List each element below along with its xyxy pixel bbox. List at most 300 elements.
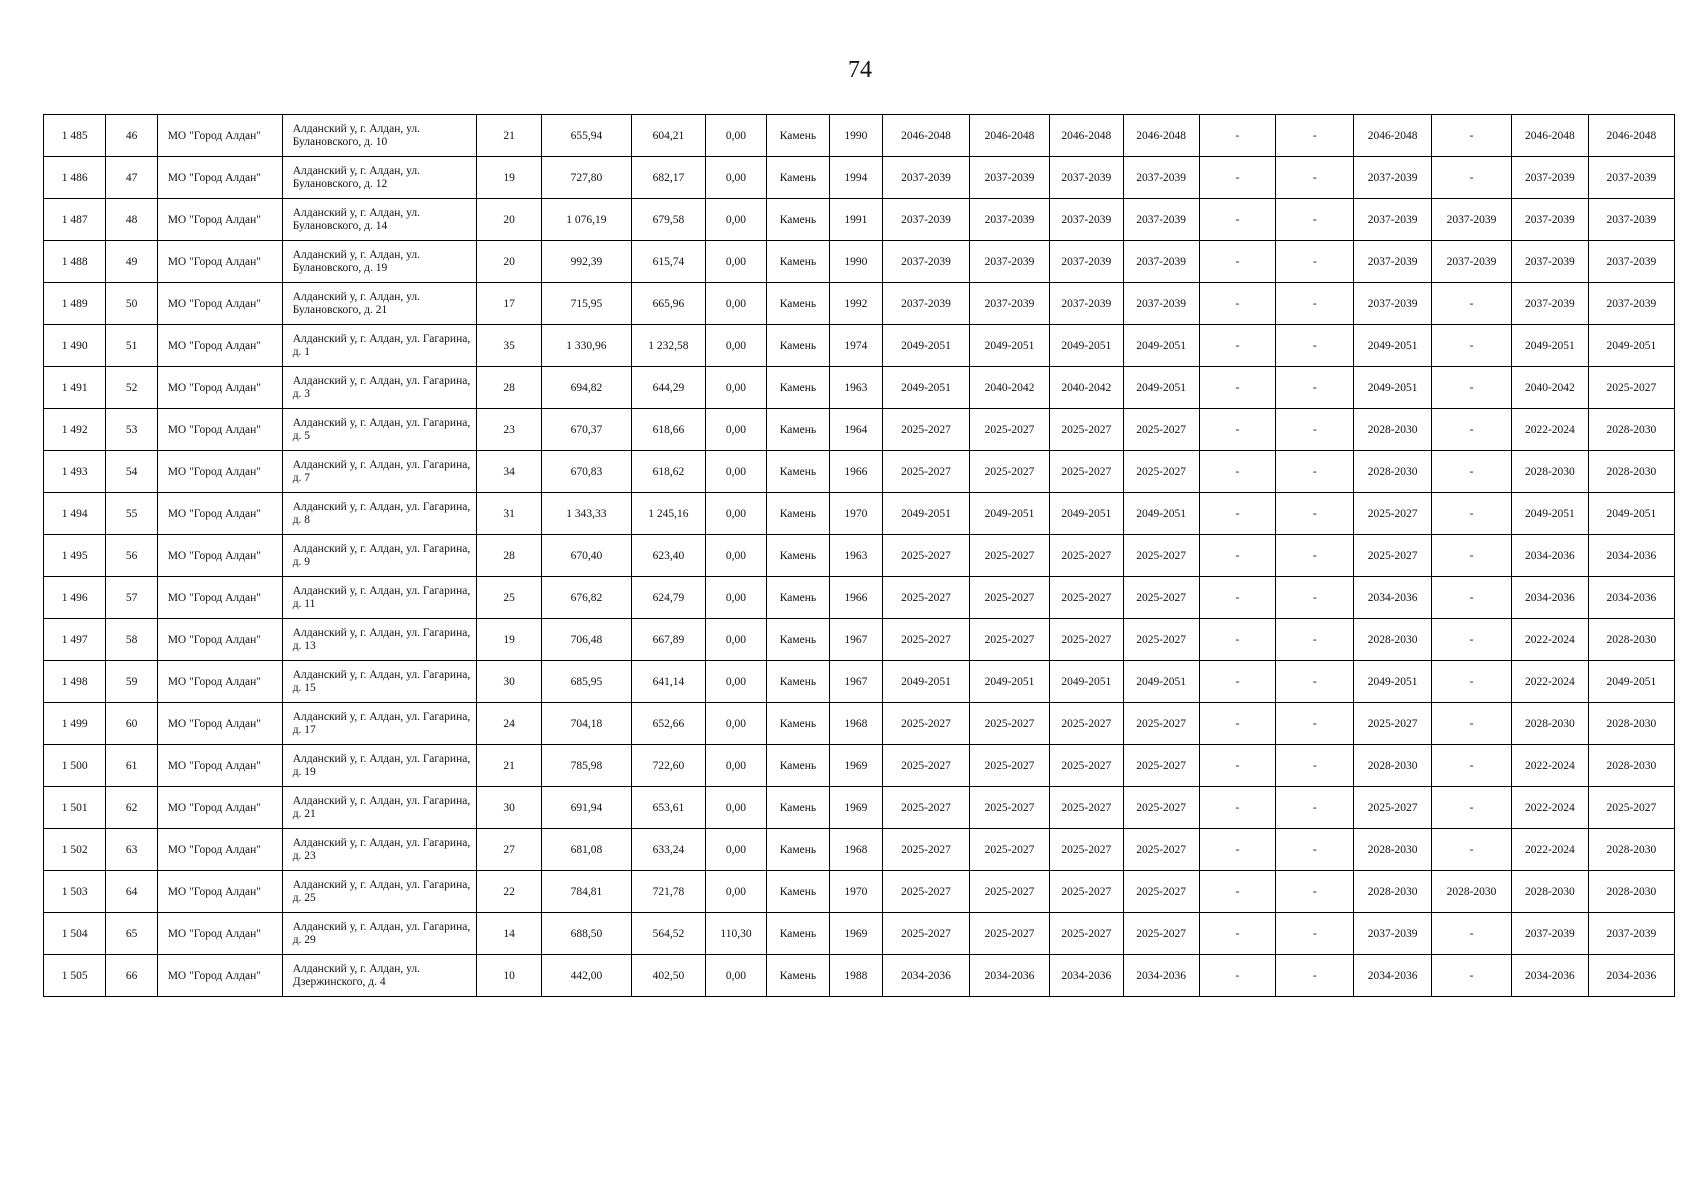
period-cell: 2049-2051 xyxy=(882,493,969,535)
table-row xyxy=(44,115,1675,157)
total-area-cell: 688,50 xyxy=(541,913,631,955)
total-area-cell: 694,82 xyxy=(541,367,631,409)
nonresidential-area-cell: 0,00 xyxy=(705,199,766,241)
address-cell: Алданский у, г. Алдан, ул. Гагарина, д. 13 xyxy=(282,619,477,661)
municipality-cell: МО "Город Алдан" xyxy=(157,787,282,829)
period-cell: 2040-2042 xyxy=(1511,367,1588,409)
period-cell: 2034-2036 xyxy=(1511,577,1588,619)
period-cell: 2025-2027 xyxy=(1123,409,1199,451)
wall-material-cell: Камень xyxy=(767,661,829,703)
address-cell: Алданский у, г. Алдан, ул. Гагарина, д. 21 xyxy=(282,787,477,829)
row-number-cell: 1 494 xyxy=(44,493,106,535)
residential-area-cell: 1 245,16 xyxy=(632,493,706,535)
period-cell: 2022-2024 xyxy=(1511,787,1588,829)
period-cell: - xyxy=(1432,619,1512,661)
period-cell: 2049-2051 xyxy=(970,325,1050,367)
nonresidential-area-cell: 0,00 xyxy=(705,493,766,535)
period-cell: - xyxy=(1276,661,1354,703)
year-built-cell: 1968 xyxy=(829,703,882,745)
wall-material-cell: Камень xyxy=(767,703,829,745)
period-cell: 2025-2027 xyxy=(1354,703,1432,745)
municipality-cell: МО "Город Алдан" xyxy=(157,913,282,955)
row-number-cell: 1 501 xyxy=(44,787,106,829)
period-cell: 2049-2051 xyxy=(970,661,1050,703)
apartments-cell: 21 xyxy=(477,745,542,787)
row-number-cell: 1 499 xyxy=(44,703,106,745)
period-cell: 2046-2048 xyxy=(1354,115,1432,157)
period-cell: 2025-2027 xyxy=(882,577,969,619)
nonresidential-area-cell: 0,00 xyxy=(705,451,766,493)
table-row xyxy=(44,787,1675,829)
period-cell: 2049-2051 xyxy=(1123,325,1199,367)
period-cell: - xyxy=(1432,115,1512,157)
period-cell: - xyxy=(1199,535,1276,577)
wall-material-cell: Камень xyxy=(767,409,829,451)
period-cell: 2025-2027 xyxy=(1588,787,1674,829)
row-number-cell: 1 492 xyxy=(44,409,106,451)
period-cell: 2025-2027 xyxy=(1354,493,1432,535)
nonresidential-area-cell: 0,00 xyxy=(705,115,766,157)
total-area-cell: 670,83 xyxy=(541,451,631,493)
period-cell: 2037-2039 xyxy=(882,157,969,199)
address-cell: Алданский у, г. Алдан, ул. Булановского, д. 12 xyxy=(282,157,477,199)
period-cell: 2028-2030 xyxy=(1511,871,1588,913)
period-cell: 2046-2048 xyxy=(1049,115,1123,157)
residential-area-cell: 722,60 xyxy=(632,745,706,787)
period-cell: 2025-2027 xyxy=(882,745,969,787)
period-cell: 2049-2051 xyxy=(1511,325,1588,367)
period-cell: 2034-2036 xyxy=(1354,577,1432,619)
table-row xyxy=(44,535,1675,577)
period-cell: 2025-2027 xyxy=(1049,577,1123,619)
period-cell: 2046-2048 xyxy=(1588,115,1674,157)
period-cell: - xyxy=(1276,451,1354,493)
local-number-cell: 58 xyxy=(106,619,157,661)
period-cell: 2049-2051 xyxy=(1354,325,1432,367)
address-cell: Алданский у, г. Алдан, ул. Гагарина, д. 1 xyxy=(282,325,477,367)
period-cell: - xyxy=(1276,913,1354,955)
period-cell: 2037-2039 xyxy=(1432,199,1512,241)
period-cell: 2025-2027 xyxy=(1123,451,1199,493)
period-cell: 2028-2030 xyxy=(1354,745,1432,787)
period-cell: - xyxy=(1276,577,1354,619)
period-cell: 2037-2039 xyxy=(1049,157,1123,199)
table-row xyxy=(44,703,1675,745)
period-cell: 2025-2027 xyxy=(882,451,969,493)
nonresidential-area-cell: 0,00 xyxy=(705,619,766,661)
total-area-cell: 784,81 xyxy=(541,871,631,913)
period-cell: 2034-2036 xyxy=(970,955,1050,997)
total-area-cell: 676,82 xyxy=(541,577,631,619)
row-number-cell: 1 490 xyxy=(44,325,106,367)
period-cell: 2034-2036 xyxy=(1049,955,1123,997)
period-cell: 2025-2027 xyxy=(1049,913,1123,955)
nonresidential-area-cell: 0,00 xyxy=(705,661,766,703)
apartments-cell: 28 xyxy=(477,367,542,409)
period-cell: 2022-2024 xyxy=(1511,829,1588,871)
period-cell: 2037-2039 xyxy=(1511,283,1588,325)
total-area-cell: 670,37 xyxy=(541,409,631,451)
nonresidential-area-cell: 0,00 xyxy=(705,157,766,199)
period-cell: - xyxy=(1432,913,1512,955)
local-number-cell: 61 xyxy=(106,745,157,787)
local-number-cell: 50 xyxy=(106,283,157,325)
row-number-cell: 1 496 xyxy=(44,577,106,619)
address-cell: Алданский у, г. Алдан, ул. Гагарина, д. 25 xyxy=(282,871,477,913)
period-cell: 2025-2027 xyxy=(1049,787,1123,829)
table-row xyxy=(44,619,1675,661)
total-area-cell: 691,94 xyxy=(541,787,631,829)
period-cell: - xyxy=(1276,703,1354,745)
period-cell: 2028-2030 xyxy=(1354,829,1432,871)
period-cell: 2037-2039 xyxy=(1432,241,1512,283)
apartments-cell: 20 xyxy=(477,241,542,283)
year-built-cell: 1991 xyxy=(829,199,882,241)
table-row xyxy=(44,871,1675,913)
page-number: 74 xyxy=(848,57,872,83)
period-cell: - xyxy=(1432,283,1512,325)
year-built-cell: 1967 xyxy=(829,661,882,703)
total-area-cell: 715,95 xyxy=(541,283,631,325)
period-cell: - xyxy=(1276,955,1354,997)
period-cell: - xyxy=(1432,703,1512,745)
nonresidential-area-cell: 0,00 xyxy=(705,367,766,409)
residential-area-cell: 618,66 xyxy=(632,409,706,451)
table-row xyxy=(44,829,1675,871)
period-cell: 2049-2051 xyxy=(882,367,969,409)
year-built-cell: 1970 xyxy=(829,871,882,913)
period-cell: - xyxy=(1432,409,1512,451)
period-cell: 2025-2027 xyxy=(970,619,1050,661)
apartments-cell: 34 xyxy=(477,451,542,493)
total-area-cell: 1 330,96 xyxy=(541,325,631,367)
year-built-cell: 1968 xyxy=(829,829,882,871)
period-cell: - xyxy=(1199,199,1276,241)
housing-register-table xyxy=(43,114,1675,997)
period-cell: - xyxy=(1199,283,1276,325)
table-row xyxy=(44,451,1675,493)
local-number-cell: 48 xyxy=(106,199,157,241)
period-cell: 2025-2027 xyxy=(1049,535,1123,577)
period-cell: 2025-2027 xyxy=(1049,871,1123,913)
local-number-cell: 52 xyxy=(106,367,157,409)
local-number-cell: 64 xyxy=(106,871,157,913)
period-cell: - xyxy=(1276,787,1354,829)
wall-material-cell: Камень xyxy=(767,829,829,871)
nonresidential-area-cell: 0,00 xyxy=(705,535,766,577)
period-cell: 2025-2027 xyxy=(970,871,1050,913)
row-number-cell: 1 485 xyxy=(44,115,106,157)
period-cell: 2025-2027 xyxy=(1354,535,1432,577)
period-cell: - xyxy=(1276,871,1354,913)
municipality-cell: МО "Город Алдан" xyxy=(157,745,282,787)
period-cell: 2049-2051 xyxy=(882,661,969,703)
period-cell: 2049-2051 xyxy=(1588,493,1674,535)
year-built-cell: 1966 xyxy=(829,577,882,619)
period-cell: 2025-2027 xyxy=(1588,367,1674,409)
nonresidential-area-cell: 0,00 xyxy=(705,871,766,913)
period-cell: 2037-2039 xyxy=(1511,199,1588,241)
address-cell: Алданский у, г. Алдан, ул. Дзержинского, д. 4 xyxy=(282,955,477,997)
row-number-cell: 1 493 xyxy=(44,451,106,493)
period-cell: 2034-2036 xyxy=(1354,955,1432,997)
row-number-cell: 1 495 xyxy=(44,535,106,577)
period-cell: 2037-2039 xyxy=(1588,283,1674,325)
period-cell: - xyxy=(1432,493,1512,535)
period-cell: 2049-2051 xyxy=(1049,325,1123,367)
period-cell: 2037-2039 xyxy=(970,241,1050,283)
row-number-cell: 1 502 xyxy=(44,829,106,871)
address-cell: Алданский у, г. Алдан, ул. Гагарина, д. 8 xyxy=(282,493,477,535)
nonresidential-area-cell: 0,00 xyxy=(705,241,766,283)
nonresidential-area-cell: 0,00 xyxy=(705,325,766,367)
year-built-cell: 1990 xyxy=(829,115,882,157)
municipality-cell: МО "Город Алдан" xyxy=(157,829,282,871)
apartments-cell: 30 xyxy=(477,787,542,829)
apartments-cell: 24 xyxy=(477,703,542,745)
total-area-cell: 785,98 xyxy=(541,745,631,787)
year-built-cell: 1988 xyxy=(829,955,882,997)
table-row xyxy=(44,367,1675,409)
nonresidential-area-cell: 0,00 xyxy=(705,703,766,745)
period-cell: 2034-2036 xyxy=(1511,535,1588,577)
total-area-cell: 442,00 xyxy=(541,955,631,997)
year-built-cell: 1966 xyxy=(829,451,882,493)
period-cell: 2037-2039 xyxy=(1123,157,1199,199)
period-cell: 2037-2039 xyxy=(1588,199,1674,241)
residential-area-cell: 624,79 xyxy=(632,577,706,619)
address-cell: Алданский у, г. Алдан, ул. Гагарина, д. 5 xyxy=(282,409,477,451)
period-cell: - xyxy=(1199,325,1276,367)
municipality-cell: МО "Город Алдан" xyxy=(157,619,282,661)
year-built-cell: 1970 xyxy=(829,493,882,535)
period-cell: - xyxy=(1432,325,1512,367)
period-cell: 2025-2027 xyxy=(970,535,1050,577)
period-cell: 2028-2030 xyxy=(1588,745,1674,787)
period-cell: 2046-2048 xyxy=(1123,115,1199,157)
period-cell: 2022-2024 xyxy=(1511,661,1588,703)
period-cell: - xyxy=(1199,703,1276,745)
period-cell: - xyxy=(1199,787,1276,829)
table-row xyxy=(44,283,1675,325)
period-cell: - xyxy=(1199,619,1276,661)
period-cell: 2025-2027 xyxy=(1049,745,1123,787)
nonresidential-area-cell: 0,00 xyxy=(705,745,766,787)
local-number-cell: 62 xyxy=(106,787,157,829)
address-cell: Алданский у, г. Алдан, ул. Гагарина, д. 7 xyxy=(282,451,477,493)
period-cell: 2034-2036 xyxy=(1588,955,1674,997)
apartments-cell: 19 xyxy=(477,157,542,199)
total-area-cell: 681,08 xyxy=(541,829,631,871)
local-number-cell: 53 xyxy=(106,409,157,451)
period-cell: 2025-2027 xyxy=(1123,703,1199,745)
municipality-cell: МО "Город Алдан" xyxy=(157,241,282,283)
period-cell: - xyxy=(1199,913,1276,955)
row-number-cell: 1 498 xyxy=(44,661,106,703)
local-number-cell: 63 xyxy=(106,829,157,871)
municipality-cell: МО "Город Алдан" xyxy=(157,493,282,535)
period-cell: - xyxy=(1432,157,1512,199)
apartments-cell: 21 xyxy=(477,115,542,157)
nonresidential-area-cell: 110,30 xyxy=(705,913,766,955)
residential-area-cell: 641,14 xyxy=(632,661,706,703)
nonresidential-area-cell: 0,00 xyxy=(705,787,766,829)
wall-material-cell: Камень xyxy=(767,787,829,829)
period-cell: 2028-2030 xyxy=(1588,829,1674,871)
apartments-cell: 28 xyxy=(477,535,542,577)
period-cell: 2025-2027 xyxy=(1049,829,1123,871)
wall-material-cell: Камень xyxy=(767,451,829,493)
period-cell: 2049-2051 xyxy=(1049,661,1123,703)
period-cell: 2028-2030 xyxy=(1511,451,1588,493)
local-number-cell: 46 xyxy=(106,115,157,157)
period-cell: 2025-2027 xyxy=(1049,703,1123,745)
period-cell: 2025-2027 xyxy=(882,409,969,451)
period-cell: - xyxy=(1432,577,1512,619)
period-cell: 2028-2030 xyxy=(1588,451,1674,493)
period-cell: - xyxy=(1276,619,1354,661)
year-built-cell: 1974 xyxy=(829,325,882,367)
address-cell: Алданский у, г. Алдан, ул. Гагарина, д. 9 xyxy=(282,535,477,577)
period-cell: 2040-2042 xyxy=(1049,367,1123,409)
period-cell: 2037-2039 xyxy=(1049,241,1123,283)
period-cell: - xyxy=(1276,241,1354,283)
year-built-cell: 1969 xyxy=(829,787,882,829)
apartments-cell: 31 xyxy=(477,493,542,535)
nonresidential-area-cell: 0,00 xyxy=(705,409,766,451)
residential-area-cell: 604,21 xyxy=(632,115,706,157)
apartments-cell: 20 xyxy=(477,199,542,241)
municipality-cell: МО "Город Алдан" xyxy=(157,199,282,241)
table-row xyxy=(44,157,1675,199)
period-cell: 2037-2039 xyxy=(1511,157,1588,199)
wall-material-cell: Камень xyxy=(767,241,829,283)
row-number-cell: 1 486 xyxy=(44,157,106,199)
wall-material-cell: Камень xyxy=(767,283,829,325)
period-cell: 2022-2024 xyxy=(1511,409,1588,451)
period-cell: - xyxy=(1276,325,1354,367)
municipality-cell: МО "Город Алдан" xyxy=(157,451,282,493)
period-cell: 2022-2024 xyxy=(1511,745,1588,787)
wall-material-cell: Камень xyxy=(767,955,829,997)
period-cell: 2037-2039 xyxy=(1588,913,1674,955)
period-cell: 2025-2027 xyxy=(1123,619,1199,661)
municipality-cell: МО "Город Алдан" xyxy=(157,661,282,703)
total-area-cell: 1 343,33 xyxy=(541,493,631,535)
wall-material-cell: Камень xyxy=(767,493,829,535)
total-area-cell: 655,94 xyxy=(541,115,631,157)
period-cell: - xyxy=(1199,745,1276,787)
total-area-cell: 685,95 xyxy=(541,661,631,703)
municipality-cell: МО "Город Алдан" xyxy=(157,703,282,745)
period-cell: 2049-2051 xyxy=(1123,493,1199,535)
row-number-cell: 1 500 xyxy=(44,745,106,787)
apartments-cell: 23 xyxy=(477,409,542,451)
year-built-cell: 1994 xyxy=(829,157,882,199)
period-cell: 2049-2051 xyxy=(1049,493,1123,535)
year-built-cell: 1990 xyxy=(829,241,882,283)
address-cell: Алданский у, г. Алдан, ул. Булановского, д. 14 xyxy=(282,199,477,241)
period-cell: - xyxy=(1199,241,1276,283)
table-row xyxy=(44,913,1675,955)
wall-material-cell: Камень xyxy=(767,577,829,619)
year-built-cell: 1963 xyxy=(829,535,882,577)
table-body xyxy=(44,115,1675,997)
period-cell: 2028-2030 xyxy=(1354,409,1432,451)
apartments-cell: 30 xyxy=(477,661,542,703)
period-cell: - xyxy=(1276,115,1354,157)
period-cell: 2037-2039 xyxy=(1354,199,1432,241)
address-cell: Алданский у, г. Алдан, ул. Гагарина, д. 11 xyxy=(282,577,477,619)
period-cell: 2049-2051 xyxy=(1354,367,1432,409)
address-cell: Алданский у, г. Алдан, ул. Гагарина, д. 3 xyxy=(282,367,477,409)
year-built-cell: 1964 xyxy=(829,409,882,451)
period-cell: 2025-2027 xyxy=(882,619,969,661)
period-cell: 2025-2027 xyxy=(1049,619,1123,661)
year-built-cell: 1967 xyxy=(829,619,882,661)
period-cell: 2037-2039 xyxy=(1588,157,1674,199)
period-cell: 2049-2051 xyxy=(1588,325,1674,367)
period-cell: 2049-2051 xyxy=(1588,661,1674,703)
period-cell: - xyxy=(1432,745,1512,787)
wall-material-cell: Камень xyxy=(767,115,829,157)
period-cell: - xyxy=(1432,955,1512,997)
period-cell: 2040-2042 xyxy=(970,367,1050,409)
year-built-cell: 1969 xyxy=(829,745,882,787)
local-number-cell: 60 xyxy=(106,703,157,745)
period-cell: 2025-2027 xyxy=(970,829,1050,871)
residential-area-cell: 564,52 xyxy=(632,913,706,955)
period-cell: 2037-2039 xyxy=(1511,241,1588,283)
period-cell: 2046-2048 xyxy=(1511,115,1588,157)
period-cell: 2049-2051 xyxy=(882,325,969,367)
period-cell: 2025-2027 xyxy=(1123,913,1199,955)
period-cell: - xyxy=(1276,199,1354,241)
period-cell: 2025-2027 xyxy=(882,535,969,577)
period-cell: 2037-2039 xyxy=(1049,199,1123,241)
period-cell: 2022-2024 xyxy=(1511,619,1588,661)
period-cell: 2025-2027 xyxy=(882,787,969,829)
period-cell: 2049-2051 xyxy=(1511,493,1588,535)
residential-area-cell: 633,24 xyxy=(632,829,706,871)
apartments-cell: 25 xyxy=(477,577,542,619)
address-cell: Алданский у, г. Алдан, ул. Булановского, д. 19 xyxy=(282,241,477,283)
table-row xyxy=(44,409,1675,451)
period-cell: 2025-2027 xyxy=(970,451,1050,493)
municipality-cell: МО "Город Алдан" xyxy=(157,115,282,157)
period-cell: 2028-2030 xyxy=(1354,451,1432,493)
period-cell: 2037-2039 xyxy=(882,199,969,241)
residential-area-cell: 652,66 xyxy=(632,703,706,745)
local-number-cell: 49 xyxy=(106,241,157,283)
row-number-cell: 1 487 xyxy=(44,199,106,241)
period-cell: 2028-2030 xyxy=(1588,619,1674,661)
residential-area-cell: 653,61 xyxy=(632,787,706,829)
period-cell: 2025-2027 xyxy=(882,703,969,745)
period-cell: - xyxy=(1276,535,1354,577)
residential-area-cell: 721,78 xyxy=(632,871,706,913)
municipality-cell: МО "Город Алдан" xyxy=(157,157,282,199)
year-built-cell: 1969 xyxy=(829,913,882,955)
period-cell: - xyxy=(1276,157,1354,199)
nonresidential-area-cell: 0,00 xyxy=(705,955,766,997)
period-cell: - xyxy=(1199,451,1276,493)
local-number-cell: 66 xyxy=(106,955,157,997)
period-cell: 2049-2051 xyxy=(1123,367,1199,409)
period-cell: - xyxy=(1199,115,1276,157)
residential-area-cell: 679,58 xyxy=(632,199,706,241)
table-row xyxy=(44,325,1675,367)
